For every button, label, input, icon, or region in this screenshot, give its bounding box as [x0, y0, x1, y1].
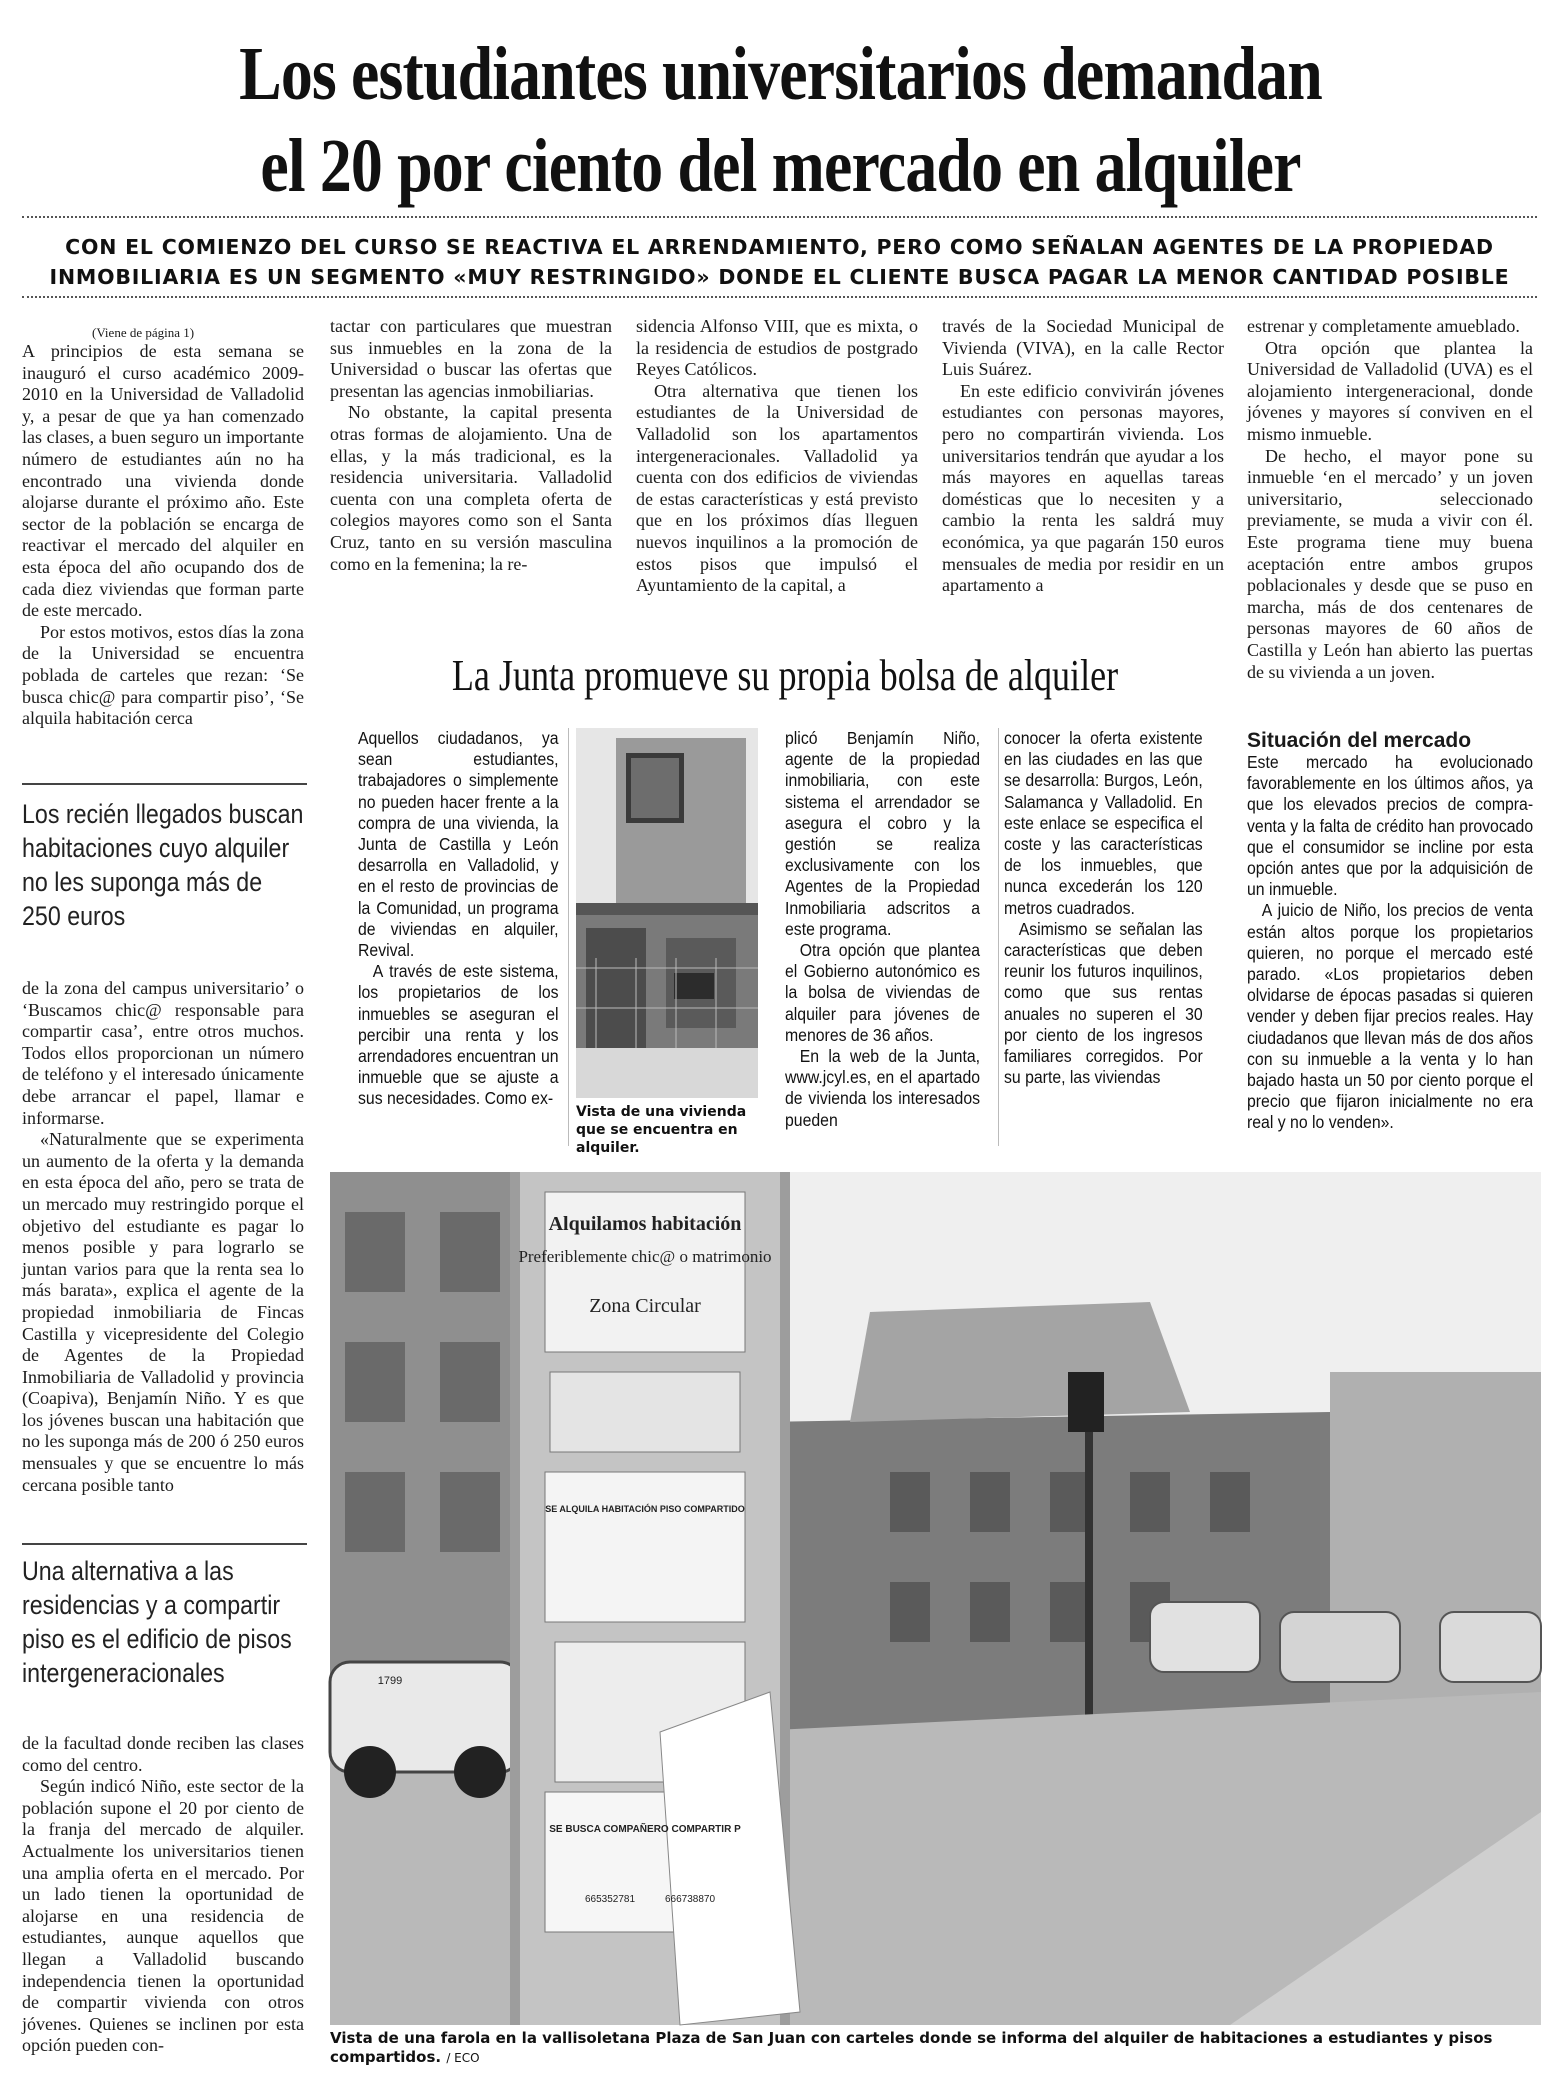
column-2 [330, 316, 612, 616]
column-5-lower [1247, 752, 1533, 1157]
pull-quote-rule [22, 1543, 307, 1545]
poster-text: SE BUSCA COMPAÑERO COMPARTIR P [549, 1824, 741, 1835]
paragraph: estrenar y completamente amueblado. [1247, 316, 1520, 336]
continued-from-note: (Viene de página 1) [92, 325, 195, 340]
paragraph: De hecho, el mayor pone su inmueble ‘en el mercado’ y un joven universitario, seleccionado previamente, se muda a vivir con él. Este programa tiene muy buena aceptación entre ambos grupos poblacionales y desde que se puso en marcha, más de dos centenares de personas mayores de 60 años de Castilla y León han abierto las puertas de su vivienda a un joven. [1247, 445, 1533, 682]
column-1 [22, 325, 304, 745]
apartment-photo-image [576, 728, 758, 1098]
paragraph: No obstante, la capital presenta otras formas de alojamiento. Una de ellas, y la más tradicional, es la residencia universitaria. Valladolid cuenta con una completa oferta de colegios mayores como son el Santa Cruz, tanto en su versión masculina como en la femenina; la re- [330, 402, 612, 574]
poster-text: SE ALQUILA HABITACIÓN PISO COMPARTIDO [545, 1504, 745, 1514]
column-3 [636, 316, 918, 616]
paragraph: conocer la oferta existente en las ciudades en las que se desarrolla: Burgos, León, Salamanca y Valladolid. En este enlace se especifica el coste y las características de los inmuebles, que nunca excederán los 120 metros cuadrados. [1004, 728, 1203, 918]
poster-text: 666738870 [664, 1894, 716, 1905]
pull-quote-2: Una alternativa a las residencias y a compartir piso es el edificio de pisos intergeneracionales [22, 1556, 292, 1688]
paragraph: Según indicó Niño, este sector de la población supone el 20 por ciento de la franja del mercado de alquiler. Actualmente los universitarios tienen una amplia oferta en el mercado. Por un lado tienen la oportunidad de alojarse en una residencia de estudiantes, aunque aquellos que llegan a Valladolid buscando independencia tienen la oportunidad de compartir vivienda con otros jóvenes. Quienes se inclinen por esta opción pueden con- [22, 1776, 304, 2056]
box-column-4 [1004, 728, 1203, 1148]
subheadline-line-1: CON EL COMIENZO DEL CURSO SE REACTIVA EL ARRENDAMIENTO, PERO COMO SEÑALAN AGENTES DE LA PROPIEDAD [65, 235, 1494, 259]
paragraph: Otra alternativa que tienen los estudiantes de la Universidad de Valladolid son los apartamentos intergeneracionales. Valladolid ya cuenta con dos edificios de viviendas de estas características y está previsto que en los próximos días lleguen nuevos inquilinos a la promoción de estos pisos que impulsó el Ayuntamiento de la capital, a [636, 380, 918, 596]
paragraph: plicó Benjamín Niño, agente de la propiedad inmobiliaria, con este sistema el arrendador se asegura el cobro y la gestión se realiza exclusivamente con los Agentes de la Propiedad Inmobiliaria adscritos a este programa. [785, 728, 981, 939]
headline-line-1: Los estudiantes universitarios demandan [239, 32, 1322, 116]
paragraph: A través de este sistema, los propietarios de los inmuebles se aseguran el percibir una renta y los arrendadores encuentran un inmueble que se ajuste a sus necesidades. Como ex- [358, 961, 559, 1109]
paragraph: «Naturalmente que se experimenta un aumento de la oferta y la demanda en esta época del año, pero se trata de un mercado muy restringido porque el objetivo del estudiante es pagar lo menos posible y para lograrlo se juntan varios para que la renta sea lo más barata», explica el agente de la propiedad inmobiliaria de Fincas Castilla y vicepresidente del Colegio de Agentes de la Propiedad Inmobiliaria de Valladolid y provincia (Coapiva), Benjamín Niño. Y es que los jóvenes buscan una habitación que no les suponga más de 200 ó 250 euros mensuales y que se encuentre lo más cercana posible tanto [22, 1129, 304, 1495]
photo-credit: / ECO [446, 2051, 480, 2065]
street-photo-image [330, 1172, 1541, 2025]
paragraph: A principios de esta semana se inauguró el curso académico 2009-2010 en la Universidad de Valladolid y, a pesar de que ya han comenzado las clases, a buen seguro un importante número de estudiantes aún no ha encontrado una vivienda donde alojarse durante el próximo año. Este sector de la población se encarga de reactivar el mercado del alquiler en esta época del año ocupando dos de cada diez viviendas que forman parte de este mercado. [22, 341, 304, 621]
poster-text: 665352781 [584, 1894, 636, 1905]
poster-text: Preferiblemente chic@ o matrimonio [518, 1247, 772, 1266]
column-1-continued [22, 978, 304, 1578]
box-title: La Junta promueve su propia bolsa de alquiler [451, 651, 1119, 700]
column-4 [942, 316, 1224, 616]
paragraph: de la facultad donde reciben las clases como del centro. [22, 1733, 304, 1775]
poster-text: Zona Circular [589, 1295, 701, 1317]
headline-line-2: el 20 por ciento del mercado en alquiler [260, 124, 1301, 208]
column-1-end [22, 1733, 304, 2056]
pull-quote-1: Los recién llegados buscan habitaciones cuyo alquiler no les suponga más de 250 euros [22, 799, 304, 931]
paragraph: sidencia Alfonso VIII, que es mixta, o la residencia de estudios de postgrado Reyes Católicos. [636, 316, 918, 380]
section-heading: Situación del mercado [1247, 729, 1472, 752]
column-divider [568, 728, 569, 1146]
paragraph: En este edificio convivirán jóvenes estudiantes con personas mayores, pero no compartirán vivienda. Los universitarios tendrán que ayudar a los más mayores en aquellas tareas domésticas que lo necesiten y a cambio la renta les saldrá muy económica, ya que pagarán 150 euros mensuales de media por residir en un apartamento a [942, 380, 1224, 596]
bottom-rule [22, 296, 1537, 298]
paragraph: A juicio de Niño, los precios de venta están altos porque los propietarios quieren, no porque el mercado esté parado. «Los propietarios deben olvidarse de épocas pasadas si quieren vender y deben fijar precios reales. Hay ciudadanos que llevan más de dos años con su inmueble a la venta y lo han bajado hasta un 50 por ciento porque el precio que fijaron inicialmente no era real y no lo venden». [1247, 900, 1534, 1133]
subheadline [22, 232, 1537, 292]
paragraph: tactar con particulares que muestran sus inmuebles en la zona de la Universidad o buscar las ofertas que presentan las agencias inmobiliarias. [330, 316, 612, 401]
license-plate-text: 1799 [377, 1675, 403, 1687]
column-5 [1247, 316, 1533, 716]
box-column-3 [785, 728, 980, 1148]
paragraph: Aquellos ciudadanos, ya sean estudiantes, trabajadores o simplemente no pueden hacer frente a la compra de una vivienda, la Junta de Castilla y León desarrolla en Valladolid, y en el resto de provincias de la Comunidad, un programa de viviendas en alquiler, Revival. [358, 728, 559, 961]
paragraph: Asimismo se señalan las características que deben reunir los futuros inquilinos, como que sus rentas anuales no superen el 30 por ciento de los ingresos familiares corregidos. Por su parte, las viviendas [1004, 918, 1203, 1088]
caption-text: Vista de una farola en la vallisoletana Plaza de San Juan con carteles donde se informa del alquiler de habitaciones a estudiantes y pisos compartidos. [330, 2029, 1493, 2066]
headline [125, 28, 1436, 212]
pull-quote-rule [22, 783, 307, 785]
paragraph: Por estos motivos, estos días la zona de la Universidad se encuentra poblada de carteles que rezan: ‘Se busca chic@ para compartir piso’, ‘Se alquila habitación cerca [22, 621, 304, 729]
main-photo-caption [330, 2029, 1541, 2068]
column-divider [998, 728, 999, 1146]
top-rule [22, 216, 1537, 218]
paragraph: Otra opción que plantea la Universidad de Valladolid (UVA) es el alojamiento intergeneracional, donde jóvenes y mayores sí conviven en el mismo inmueble. [1247, 337, 1533, 444]
apartment-photo-caption: Vista de una vivienda que se encuentra en alquiler. [576, 1104, 747, 1156]
paragraph: de la zona del campus universitario’ o ‘Buscamos chic@ responsable para compartir casa’, entre otros muchos. Todos ellos proporcionan un número de teléfono y el interesado únicamente debe arrancar el papel, llamar e informarse. [22, 978, 304, 1128]
paragraph: Otra opción que plantea el Gobierno autonómico es la bolsa de viviendas de alquiler para jóvenes de menores de 36 años. [785, 940, 981, 1045]
apartment-photo [576, 728, 758, 1098]
paragraph: Este mercado ha evolucionado favorablemente en los últimos años, ya que los elevados precios de compra-venta y la falta de crédito han provocado que el consumidor se incline por esta opción antes que por la adquisición de un inmueble. [1247, 752, 1534, 900]
box-column-1 [358, 728, 559, 1148]
main-photo [330, 1172, 1541, 2025]
poster-text: Alquilamos habitación [548, 1213, 742, 1235]
subheadline-line-2: INMOBILIARIA ES UN SEGMENTO «MUY RESTRINGIDO» DONDE EL CLIENTE BUSCA PAGAR LA MENOR CANTIDAD POSIBLE [49, 265, 1510, 289]
paragraph: través de la Sociedad Municipal de Vivienda (VIVA), en la calle Rector Luis Suárez. [942, 316, 1224, 380]
paragraph: En la web de la Junta, www.jcyl.es, en el apartado de vivienda los interesados pueden [785, 1046, 981, 1130]
